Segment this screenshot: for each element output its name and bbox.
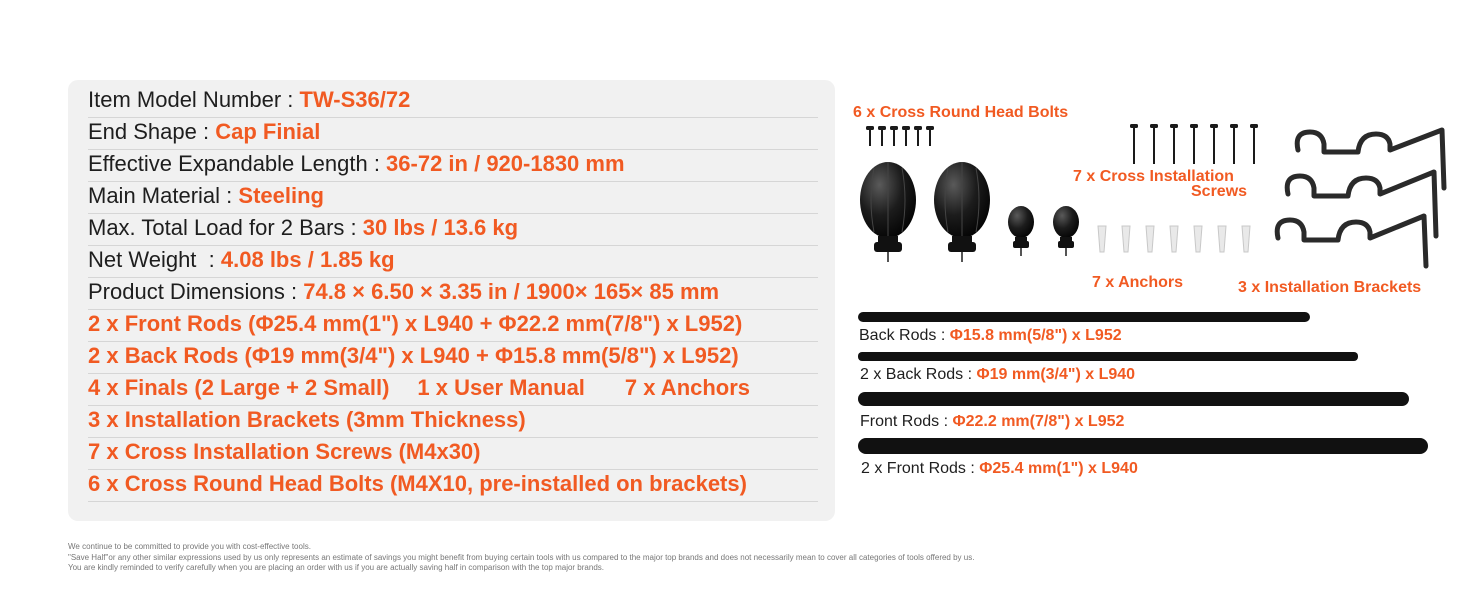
spec-value: 74.8 × 6.50 × 3.35 in / 1900× 165× 85 mm bbox=[303, 279, 720, 304]
spec-row-model: Item Model Number : TW-S36/72 bbox=[88, 86, 818, 118]
contents-row-finals bbox=[88, 374, 818, 406]
spec-label: End Shape bbox=[88, 119, 197, 144]
spec-panel bbox=[68, 80, 835, 521]
disclaimer-line: "Save Half"or any other similar expressions used by us only represents an estimate of savings you might benefit from buying certain tools with us compared to the major top brands and does not necessarily mean to cover all categories of tools offered by us. bbox=[68, 552, 975, 562]
anchors-image bbox=[1094, 222, 1254, 256]
rod-label-back-2: 2 x Back Rods : Φ19 mm(3/4") x L940 bbox=[860, 366, 1136, 383]
spec-label: Item Model Number bbox=[88, 87, 282, 112]
spec-row-weight: Net Weight : 4.08 lbs / 1.85 kg bbox=[88, 246, 818, 278]
spec-value: TW-S36/72 bbox=[299, 87, 411, 112]
disclaimer-line: You are kindly reminded to verify carefully when you are placing an order with us if you are actually saving half in comparison with the top major brands. bbox=[68, 563, 604, 572]
bolts-image bbox=[864, 124, 944, 150]
spec-label: Product Dimensions bbox=[88, 279, 285, 304]
brackets-caption: 3 x Installation Brackets bbox=[1238, 279, 1422, 296]
spec-label: Net Weight bbox=[88, 247, 203, 272]
spec-row-material: Main Material : Steeling bbox=[88, 182, 818, 214]
contents-manual: 1 x User Manual bbox=[417, 375, 585, 400]
rod-label-back-1: Back Rods : Φ15.8 mm(5/8") x L952 bbox=[859, 327, 1122, 344]
spec-row-dimensions: Product Dimensions : 74.8 × 6.50 × 3.35 in / 1900× 165× 85 mm bbox=[88, 278, 818, 310]
rod-label-front-1: Front Rods : Φ22.2 mm(7/8") x L952 bbox=[860, 413, 1125, 430]
disclaimer bbox=[68, 542, 974, 574]
anchors-caption: 7 x Anchors bbox=[1092, 274, 1183, 291]
spec-value: 4.08 lbs / 1.85 kg bbox=[220, 247, 395, 272]
spec-row-end-shape: End Shape : Cap Finial bbox=[88, 118, 818, 150]
rod-label-front-2: 2 x Front Rods : Φ25.4 mm(1") x L940 bbox=[861, 460, 1138, 477]
screws-caption-line2: Screws bbox=[1191, 183, 1248, 200]
contents-back-rods: 2 x Back Rods (Φ19 mm(3/4") x L940 + Φ15.8 mm(5/8") x L952) bbox=[88, 342, 818, 374]
contents-brackets: 3 x Installation Brackets (3mm Thickness) bbox=[88, 406, 818, 438]
spec-value: Cap Finial bbox=[215, 119, 321, 144]
screws-caption-line1: 7 x Cross Installation bbox=[1073, 168, 1234, 185]
contents-bolts: 6 x Cross Round Head Bolts (M4X10, pre-installed on brackets) bbox=[88, 470, 818, 502]
contents-screws: 7 x Cross Installation Screws (M4x30) bbox=[88, 438, 818, 470]
spec-row-load: Max. Total Load for 2 Bars : 30 lbs / 13.6 kg bbox=[88, 214, 818, 246]
brackets-image bbox=[1272, 124, 1452, 270]
spec-row-length: Effective Expandable Length : 36-72 in / 920-1830 mm bbox=[88, 150, 818, 182]
spec-value: 30 lbs / 13.6 kg bbox=[362, 215, 519, 240]
spec-label: Max. Total Load for 2 Bars bbox=[88, 215, 345, 240]
contents-finals: 4 x Finals (2 Large + 2 Small) bbox=[88, 375, 390, 400]
contents-front-rods: 2 x Front Rods (Φ25.4 mm(1") x L940 + Φ22.2 mm(7/8") x L952) bbox=[88, 310, 818, 342]
spec-label: Effective Expandable Length bbox=[88, 151, 368, 176]
bolts-caption: 6 x Cross Round Head Bolts bbox=[853, 104, 1069, 121]
screws-image bbox=[1104, 122, 1264, 170]
finials-image bbox=[852, 158, 1092, 264]
contents-anchors: 7 x Anchors bbox=[624, 375, 751, 400]
spec-value: 36-72 in / 920-1830 mm bbox=[386, 151, 625, 176]
spec-value: Steeling bbox=[238, 183, 324, 208]
disclaimer-line: We continue to be committed to provide you with cost-effective tools. bbox=[68, 542, 311, 551]
spec-label: Main Material bbox=[88, 183, 221, 208]
